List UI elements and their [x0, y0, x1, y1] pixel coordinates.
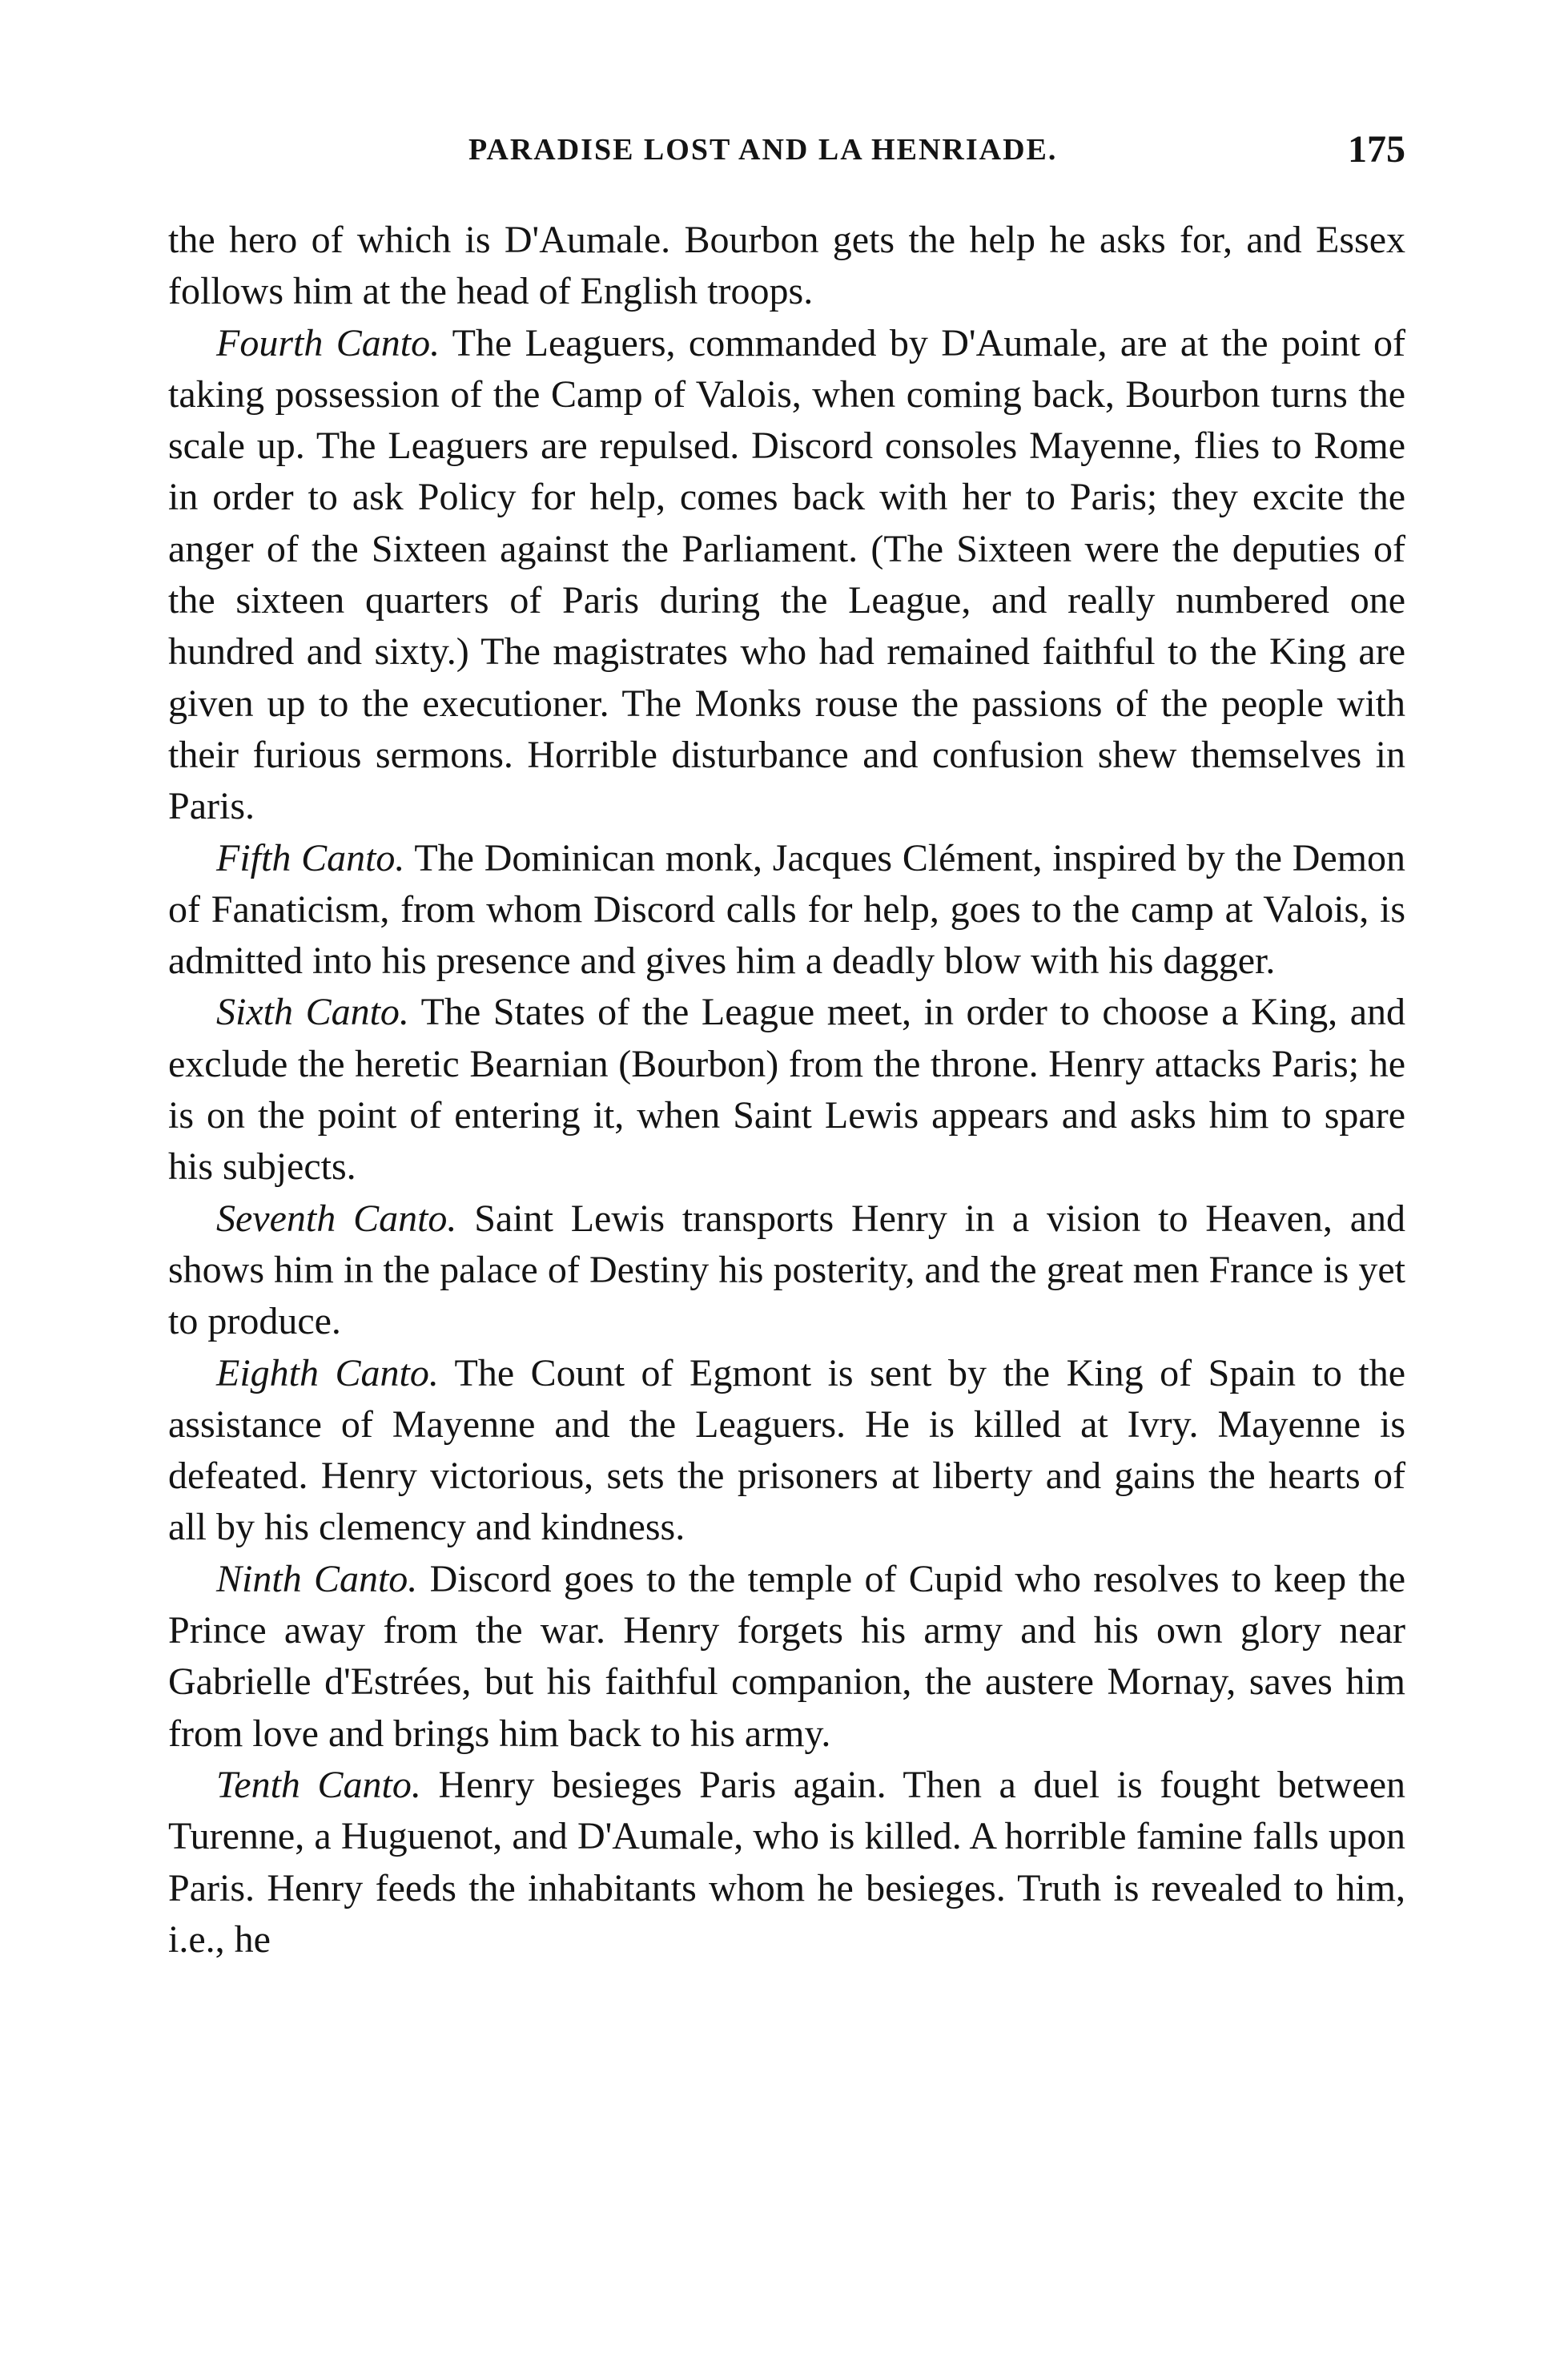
paragraph-sixth-canto	[168, 987, 1405, 1193]
paragraph-fourth-canto	[168, 318, 1405, 833]
paragraph-text: The Leaguers, commanded by D'Aumale, are at the point of taking possession of the Camp of Valois, when coming back, Bourbon turns the scale up. The Leaguers are repulsed. Discord consoles Mayenne, flies to Rome in order to ask Policy for help, comes back with her to Paris; they excite the anger of the Sixteen against the Parliament. (The Sixteen were the deputies of the sixteen quarters of Paris during the League, and really numbered one hundred and sixty.) The magistrates who had remained faithful to the King are given up to the executioner. The Monks rouse the passions of the people with their furious sermons. Horrible disturbance and confusion shew themselves in Paris.	[168, 321, 1405, 828]
paragraph-text: Henry besieges Paris again. Then a duel is fought between Turenne, a Huguenot, and D'Aumale, who is killed. A horrible famine falls upon Paris. Henry feeds the inhabitants whom he besieges. Truth is revealed to him, i.e., he	[168, 1763, 1406, 1961]
paragraph-text: The Dominican monk, Jacques Clément, inspired by the Demon of Fanaticism, from whom Discord calls for help, goes to the camp at Valois, is admitted into his presence and gives him a deadly blow with his dagger.	[168, 836, 1406, 983]
paragraph-text: Discord goes to the temple of Cupid who resolves to keep the Prince away from the war. Henry forgets his army and his own glory near Gabrielle d'Estrées, but his faithful companion, the austere Mornay, saves him from love and brings him back to his army.	[168, 1557, 1406, 1755]
body-text	[168, 215, 1405, 1966]
paragraph-text: the hero of which is D'Aumale. Bourbon gets the help he asks for, and Essex follows him at the head of English troops.	[168, 219, 1405, 313]
page-number: 175	[1348, 128, 1405, 171]
page-header	[168, 128, 1405, 180]
paragraph-ninth-canto	[168, 1554, 1405, 1760]
paragraph-text: The Count of Egmont is sent by the King of Spain to the assistance of Mayenne and the Leaguers. He is killed at Ivry. Mayenne is defeated. Henry victorious, sets the prisoners at liberty and gains the hearts of all by his clemency and kindness.	[168, 1351, 1405, 1549]
canto-title: Sixth Canto.	[216, 991, 409, 1034]
canto-title: Fourth Canto.	[216, 321, 440, 364]
paragraph-fifth-canto	[168, 833, 1405, 988]
running-title: PARADISE LOST AND LA HENRIADE.	[468, 133, 1058, 167]
paragraph-continuation	[168, 215, 1405, 318]
paragraph-seventh-canto	[168, 1193, 1405, 1348]
canto-title: Tenth Canto.	[216, 1763, 421, 1806]
paragraph-text: Saint Lewis transports Henry in a vision to Heaven, and shows him in the palace of Destiny his posterity, and the great men France is yet to produce.	[168, 1197, 1405, 1343]
canto-title: Eighth Canto.	[216, 1351, 439, 1394]
canto-title: Ninth Canto.	[216, 1557, 418, 1600]
paragraph-eighth-canto	[168, 1348, 1405, 1554]
canto-title: Seventh Canto.	[216, 1197, 457, 1240]
paragraph-tenth-canto	[168, 1760, 1405, 1966]
canto-title: Fifth Canto.	[216, 836, 405, 879]
paragraph-text: The States of the League meet, in order to choose a King, and exclude the heretic Bearnian (Bourbon) from the throne. Henry attacks Paris; he is on the point of entering it, when Saint Lewis appears and asks him to spare his subjects.	[168, 991, 1406, 1189]
